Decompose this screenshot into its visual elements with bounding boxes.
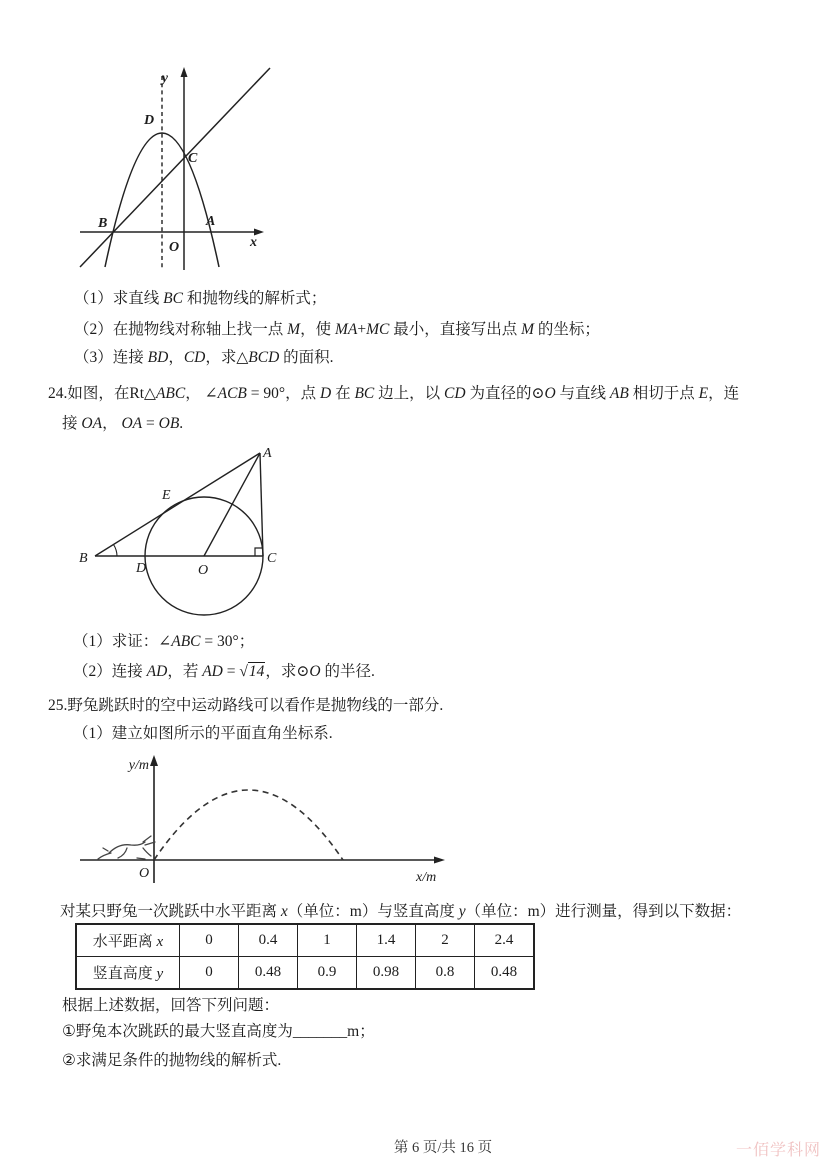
x-axis-arrow [434,857,445,864]
rabbit-tail [103,848,108,851]
x-value: 0.4 [239,924,298,957]
q23-item-2: （2）在抛物线对称轴上找一点 M，使 MA+MC 最小，直接写出点 M 的坐标； [74,321,600,338]
y-value: 0.48 [475,957,535,990]
q24-stem-line-2: 接 OA， OA = OB. [62,415,184,432]
q23-item-3: （3）连接 BD，CD，求△BCD 的面积. [74,349,334,366]
label-C: C [188,151,198,166]
q24-item-1: （1）求证：∠ABC = 30°； [73,633,255,650]
label-O: O [139,866,150,881]
rabbit-ear-1 [143,836,151,842]
y-value: 0.9 [298,957,357,990]
row-header-y: 竖直高度 y [76,957,180,990]
segment-ao [204,453,260,556]
label-y-axis: y/m [128,758,149,773]
label-D: D [144,113,155,128]
label-x-axis: x/m [416,870,437,885]
label-E: E [162,488,171,503]
q25-followup: 根据上述数据，回答下列问题： [62,997,280,1014]
label-B: B [79,551,88,566]
label-D: D [136,561,147,576]
y-value: 0.98 [357,957,416,990]
label-B: B [98,216,108,231]
y-value: 0.48 [239,957,298,990]
q25-sub-1: ①野兔本次跳跃的最大竖直高度为_______m； [62,1023,375,1040]
y-value: 0.8 [416,957,475,990]
x-value: 2 [416,924,475,957]
q23-item-1: （1）求直线 BC 和抛物线的解析式； [74,290,327,307]
x-value: 1 [298,924,357,957]
label-O: O [169,240,180,255]
label-A: A [263,446,272,461]
q24-item-2: （2）连接 AD，若 AD = √14，求⊙O 的半径. [73,663,375,680]
rabbit-back-leg [98,853,111,859]
label-O: O [198,563,209,578]
table-row-y [76,957,534,990]
ground-dash [137,858,145,859]
table-row-x [76,924,534,957]
right-angle-mark [255,548,263,556]
x-value: 2.4 [475,924,535,957]
label-y: y [161,71,168,86]
watermark: 一佰学科网 [735,1142,821,1159]
y-axis-arrow [150,755,158,766]
label-C: C [267,551,277,566]
row-header-x: 水平距离 x [76,924,180,957]
circle-triangle-figure [78,445,293,623]
angle-b-arc [114,545,118,557]
q25-sub-2: ②求满足条件的抛物线的解析式. [62,1052,282,1069]
label-A: A [206,214,216,229]
parabola-line-figure [78,62,278,290]
rabbit-jump-figure [75,753,450,890]
q25-item-1: （1）建立如图所示的平面直角坐标系. [73,725,333,742]
rabbit-sketch [98,836,155,859]
page-footer: 第 6 页/共 16 页 [393,1140,493,1156]
line-bc [80,68,270,267]
x-value: 1.4 [357,924,416,957]
y-axis-arrow [181,67,188,77]
segment-ba [95,453,260,556]
trajectory-dashed-parabola [154,790,343,860]
q25-measure-text: 对某只野兔一次跳跃中水平距离 x（单位：m）与竖直高度 y（单位：m）进行测量，得到以下数据： [60,903,742,920]
rabbit-mid-leg [118,848,127,858]
y-value: 0 [180,957,239,990]
x-value: 0 [180,924,239,957]
label-x: x [250,235,257,250]
q24-stem-line-1: 24.如图，在Rt△ABC， ∠ACB = 90°，点 D 在 BC 边上，以 CD 为直径的⊙O 与直线 AB 相切于点 E，连 [48,385,740,402]
rabbit-front-leg [143,848,151,856]
q25-intro: 25.野兔跳跃时的空中运动路线可以看作是抛物线的一部分. [48,697,444,714]
measurement-table [75,923,535,990]
